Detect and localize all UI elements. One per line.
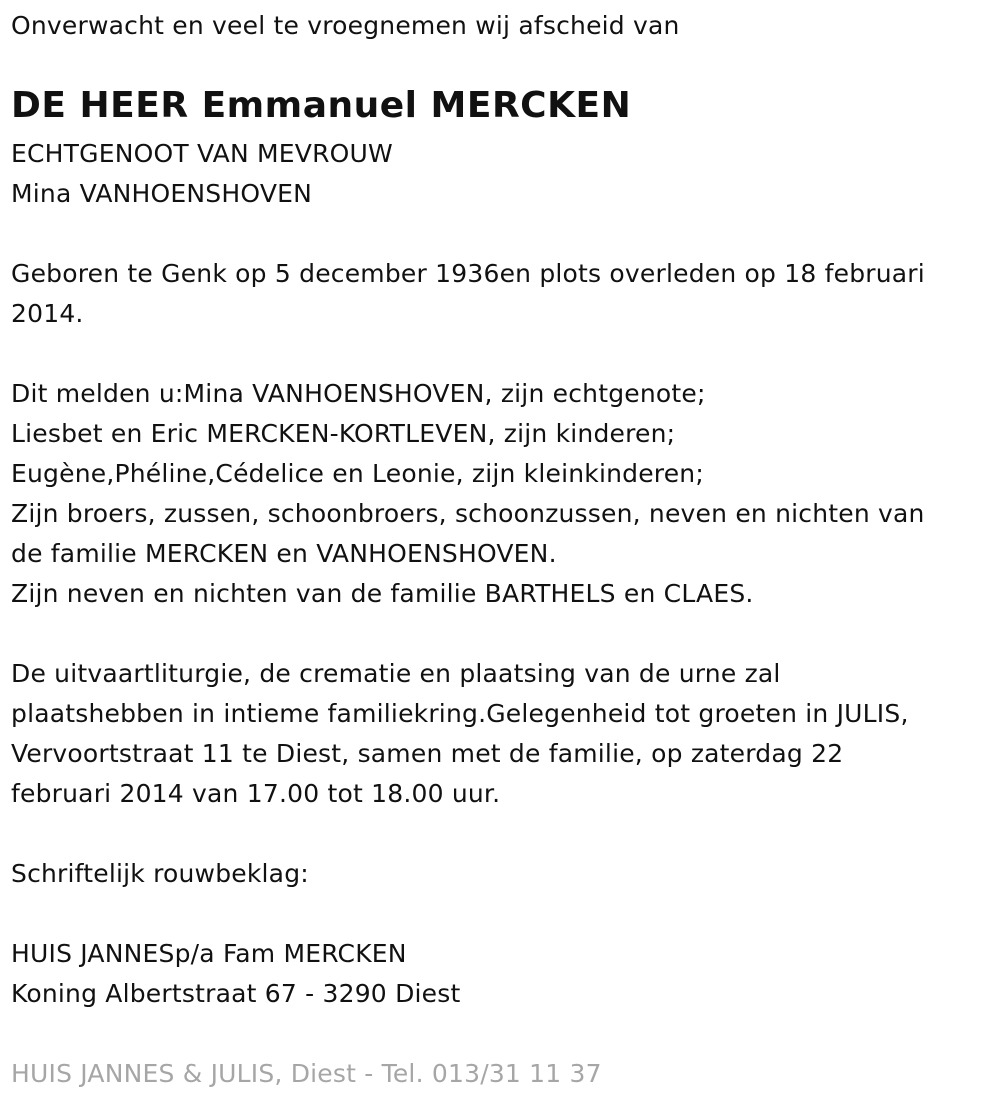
spouse-name: Mina VANHOENSHOVEN [11,179,313,208]
announcer-line: Eugène,Phéline,Cédelice en Leonie, zijn kleinkinderen; [11,459,704,488]
funeral-line: De uitvaartliturgie, de crematie en plaatsing van de urne zal [11,659,781,688]
announcer-line: Zijn broers, zussen, schoonbroers, schoonzussen, neven en nichten van [11,499,925,528]
birth-death-block [11,254,925,334]
funeral-line: februari 2014 van 17.00 tot 18.00 uur. [11,779,501,808]
announcers-block [11,374,925,614]
funeral-line: plaatshebben in intieme familiekring.Gelegenheid tot groeten in JULIS, [11,699,909,728]
address-line-2: Koning Albertstraat 67 - 3290 Diest [11,979,461,1008]
address-block [11,934,460,1014]
spouse-block [11,134,393,214]
intro-text: Onverwacht en veel te vroegnemen wij afscheid van [11,11,680,40]
deceased-name: DE HEER Emmanuel MERCKEN [11,85,632,126]
condolences-block [11,854,309,894]
spouse-title: ECHTGENOOT VAN MEVROUW [11,139,393,168]
funeral-block [11,654,909,814]
birth-death-line-1: Geboren te Genk op 5 december 1936en plots overleden op 18 februari [11,259,925,288]
footer-contact: HUIS JANNES & JULIS, Diest - Tel. 013/31 11 37 [11,1059,602,1088]
birth-death-line-2: 2014. [11,299,84,328]
announcer-line: de familie MERCKEN en VANHOENSHOVEN. [11,539,557,568]
announcer-line: Zijn neven en nichten van de familie BARTHELS en CLAES. [11,579,754,608]
condolences-label: Schriftelijk rouwbeklag: [11,859,309,888]
funeral-line: Vervoortstraat 11 te Diest, samen met de familie, op zaterdag 22 [11,739,844,768]
announcer-line: Liesbet en Eric MERCKEN-KORTLEVEN, zijn kinderen; [11,419,676,448]
announcer-line: Dit melden u:Mina VANHOENSHOVEN, zijn echtgenote; [11,379,706,408]
address-line-1: HUIS JANNESp/a Fam MERCKEN [11,939,407,968]
